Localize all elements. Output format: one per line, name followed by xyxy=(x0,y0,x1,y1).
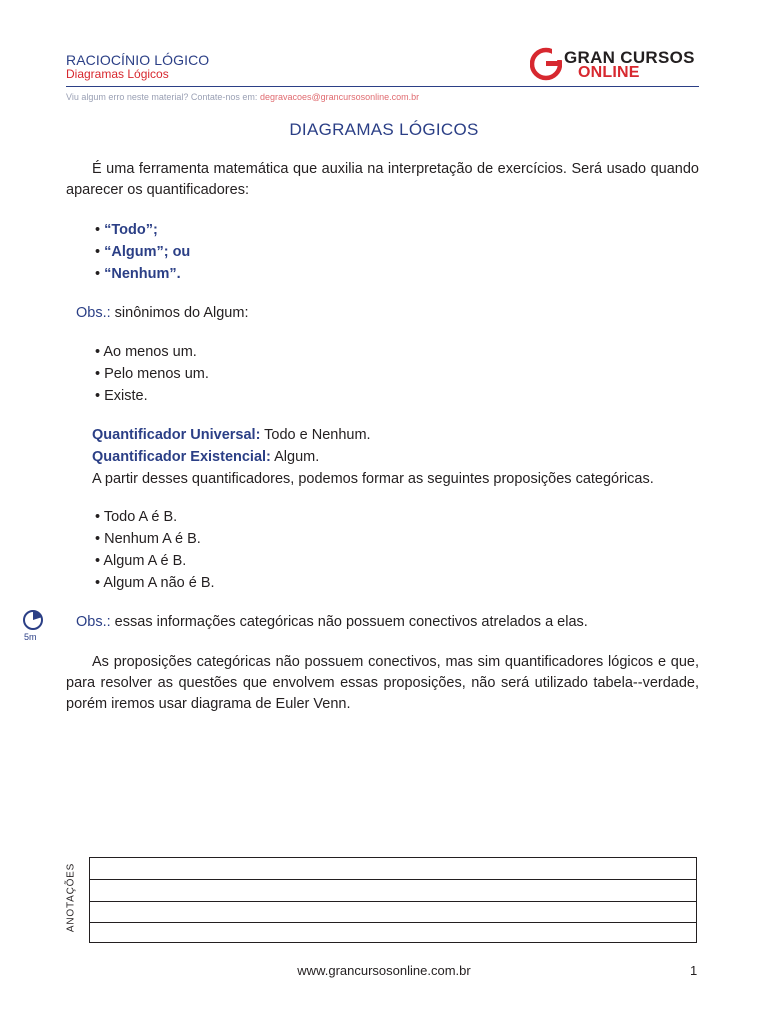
obs-text: sinônimos do Algum: xyxy=(110,305,249,321)
propositions-list xyxy=(95,506,215,594)
timer-icon xyxy=(22,609,44,631)
universal-label: Quantificador Universal: xyxy=(92,427,261,443)
notes-line xyxy=(90,901,696,902)
proposition-item: Algum A é B. xyxy=(103,553,187,569)
obs-connectives xyxy=(76,611,588,633)
list-item: • Existe. xyxy=(95,388,148,404)
error-report-text: Viu algum erro neste material? Contate-nos em: xyxy=(66,92,260,102)
synonyms-list xyxy=(95,341,209,407)
list-item: • Pelo menos um. xyxy=(95,366,209,382)
notes-label-text: ANOTAÇÕES xyxy=(65,862,77,933)
footer-url[interactable]: www.grancursosonline.com.br xyxy=(297,963,471,978)
subject-title: RACIOCÍNIO LÓGICO xyxy=(66,52,210,68)
quantifier-algum: “Algum”; ou xyxy=(104,244,191,260)
quantifiers-list xyxy=(95,219,190,285)
list-item: • “Algum”; ou xyxy=(95,244,191,260)
list-item: • Nenhum A é B. xyxy=(95,531,201,547)
notes-line xyxy=(90,879,696,880)
list-item: • “Todo”; xyxy=(95,222,158,238)
page-title: DIAGRAMAS LÓGICOS xyxy=(289,120,479,139)
logo-text-online: ONLINE xyxy=(578,64,640,81)
quantifier-todo: “Todo”; xyxy=(104,222,158,238)
synonym-item: Ao menos um. xyxy=(103,344,197,360)
error-report-line xyxy=(66,92,419,102)
list-item: • Ao menos um. xyxy=(95,344,197,360)
quantifier-nenhum: “Nenhum”. xyxy=(104,266,181,282)
synonym-item: Existe. xyxy=(104,388,148,404)
proposition-item: Todo A é B. xyxy=(103,509,178,525)
propositions-intro: A partir desses quantificadores, podemos formar as seguintes proposições categóricas. xyxy=(92,471,654,487)
universal-quantifier xyxy=(92,424,654,446)
list-item: • Algum A é B. xyxy=(95,553,187,569)
intro-paragraph: É uma ferramenta matemática que auxilia na interpretação de exercícios. Será usado quando aparecer os quantificadores: xyxy=(66,161,699,198)
notes-line xyxy=(90,922,696,923)
notes-box[interactable] xyxy=(89,857,697,943)
quantifier-types xyxy=(92,424,654,490)
logo-g-icon xyxy=(530,47,562,81)
conclusion-paragraph: As proposições categóricas não possuem conectivos, mas sim quantificadores lógicos e que, para resolver as questões que envolvem essas proposições, não será utilizado tabela--verdade, porém iremos usar diagrama de Euler Venn. xyxy=(66,654,699,712)
list-item: • Algum A não é B. xyxy=(95,575,215,591)
obs-synonyms xyxy=(76,302,248,324)
page-number: 1 xyxy=(690,963,698,978)
topic-subtitle: Diagramas Lógicos xyxy=(66,67,169,81)
error-report-email-link[interactable]: degravacoes@grancursosonline.com.br xyxy=(259,92,420,102)
obs-label: Obs.: xyxy=(76,614,111,630)
obs-label: Obs.: xyxy=(76,305,111,321)
proposition-item: Algum A não é B. xyxy=(103,575,215,591)
list-item: • “Nenhum”. xyxy=(95,266,181,282)
existential-quantifier xyxy=(92,446,654,468)
logo-text-gran-cursos: GRAN CURSOS xyxy=(564,48,695,67)
list-item: • Todo A é B. xyxy=(95,509,178,525)
existential-text: Algum. xyxy=(270,449,320,465)
gran-cursos-logo xyxy=(530,47,700,83)
obs-text: essas informações categóricas não possuem conectivos atrelados a elas. xyxy=(110,614,588,630)
existential-label: Quantificador Existencial: xyxy=(92,449,271,465)
timer-marker xyxy=(22,609,44,645)
header-divider xyxy=(66,86,699,87)
notes-label xyxy=(54,862,90,937)
timer-label: 5m xyxy=(24,632,37,642)
synonym-item: Pelo menos um. xyxy=(104,366,209,382)
proposition-item: Nenhum A é B. xyxy=(104,531,201,547)
universal-text: Todo e Nenhum. xyxy=(260,427,371,443)
